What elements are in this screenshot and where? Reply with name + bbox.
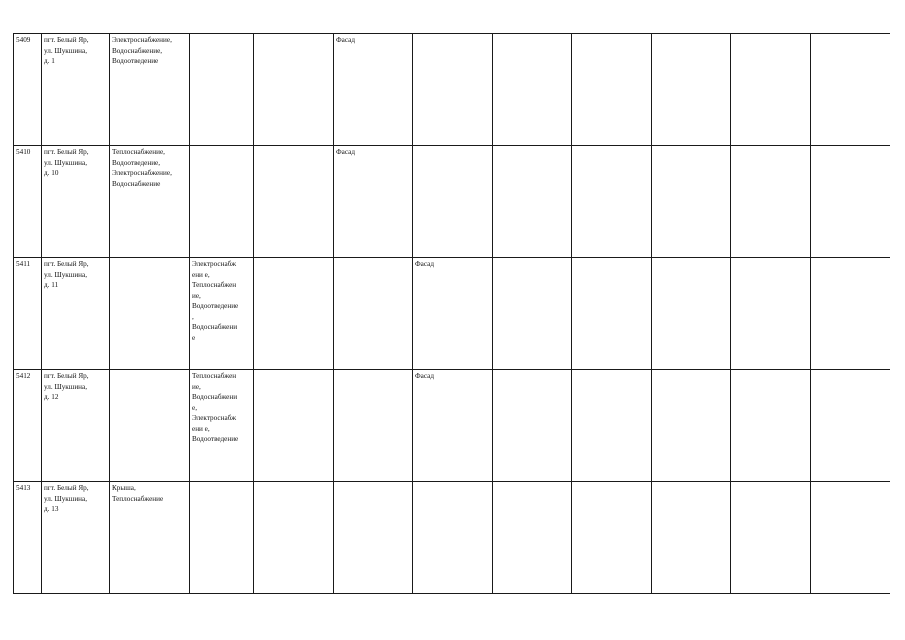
address-cell: пгт. Белый Яр, ул. Шукшина, д. 11 bbox=[42, 258, 110, 370]
row-number-cell: 5412 bbox=[14, 370, 42, 482]
address-cell: пгт. Белый Яр, ул. Шукшина, д. 13 bbox=[42, 482, 110, 594]
empty-cell bbox=[493, 34, 572, 146]
table-row bbox=[14, 146, 890, 258]
empty-cell bbox=[493, 370, 572, 482]
empty-cell bbox=[572, 258, 652, 370]
facade-cell-2: Фасад bbox=[413, 258, 493, 370]
empty-cell bbox=[731, 34, 811, 146]
address-cell: пгт. Белый Яр, ул. Шукшина, д. 10 bbox=[42, 146, 110, 258]
empty-cell bbox=[811, 482, 890, 594]
systems-cell: Электроснабжение, Водоснабжение, Водоотведение bbox=[110, 34, 190, 146]
table-row bbox=[14, 258, 890, 370]
empty-cell bbox=[811, 146, 890, 258]
empty-cell bbox=[493, 146, 572, 258]
empty-cell bbox=[254, 370, 334, 482]
empty-cell bbox=[731, 482, 811, 594]
empty-cell bbox=[652, 146, 731, 258]
empty-cell bbox=[811, 370, 890, 482]
systems-cell bbox=[110, 370, 190, 482]
empty-cell bbox=[254, 482, 334, 594]
facade-cell-2: Фасад bbox=[413, 370, 493, 482]
table-row bbox=[14, 482, 890, 594]
empty-cell bbox=[254, 34, 334, 146]
row-number-cell: 5410 bbox=[14, 146, 42, 258]
facade-cell bbox=[334, 482, 413, 594]
systems-cell-2 bbox=[190, 146, 254, 258]
data-table bbox=[13, 33, 890, 594]
empty-cell bbox=[572, 482, 652, 594]
table-row bbox=[14, 370, 890, 482]
facade-cell bbox=[334, 370, 413, 482]
address-cell: пгт. Белый Яр, ул. Шукшина, д. 1 bbox=[42, 34, 110, 146]
empty-cell bbox=[811, 34, 890, 146]
empty-cell bbox=[652, 370, 731, 482]
systems-cell-2 bbox=[190, 482, 254, 594]
empty-cell bbox=[652, 34, 731, 146]
table-row bbox=[14, 34, 890, 146]
empty-cell bbox=[731, 370, 811, 482]
systems-cell bbox=[110, 258, 190, 370]
row-number-cell: 5413 bbox=[14, 482, 42, 594]
facade-cell-2 bbox=[413, 146, 493, 258]
empty-cell bbox=[572, 146, 652, 258]
row-number-cell: 5409 bbox=[14, 34, 42, 146]
empty-cell bbox=[731, 146, 811, 258]
facade-cell-2 bbox=[413, 34, 493, 146]
empty-cell bbox=[572, 34, 652, 146]
facade-cell bbox=[334, 258, 413, 370]
address-cell: пгт. Белый Яр, ул. Шукшина, д. 12 bbox=[42, 370, 110, 482]
empty-cell bbox=[254, 258, 334, 370]
empty-cell bbox=[493, 258, 572, 370]
empty-cell bbox=[652, 258, 731, 370]
empty-cell bbox=[572, 370, 652, 482]
facade-cell: Фасад bbox=[334, 146, 413, 258]
systems-cell: Теплоснабжение, Водоотведение, Электроснабжение, Водоснабжение bbox=[110, 146, 190, 258]
row-number-cell: 5411 bbox=[14, 258, 42, 370]
empty-cell bbox=[731, 258, 811, 370]
facade-cell: Фасад bbox=[334, 34, 413, 146]
facade-cell-2 bbox=[413, 482, 493, 594]
empty-cell bbox=[652, 482, 731, 594]
systems-cell: Крыша, Теплоснабжение bbox=[110, 482, 190, 594]
systems-cell-2 bbox=[190, 34, 254, 146]
systems-cell-2: Теплоснабжен ие, Водоснабжени е, Электроснабж ени е, Водоотведение bbox=[190, 370, 254, 482]
empty-cell bbox=[254, 146, 334, 258]
empty-cell bbox=[493, 482, 572, 594]
empty-cell bbox=[811, 258, 890, 370]
systems-cell-2: Электроснабж ени е, Теплоснабжен ие, Водоотведение , Водоснабжени е bbox=[190, 258, 254, 370]
